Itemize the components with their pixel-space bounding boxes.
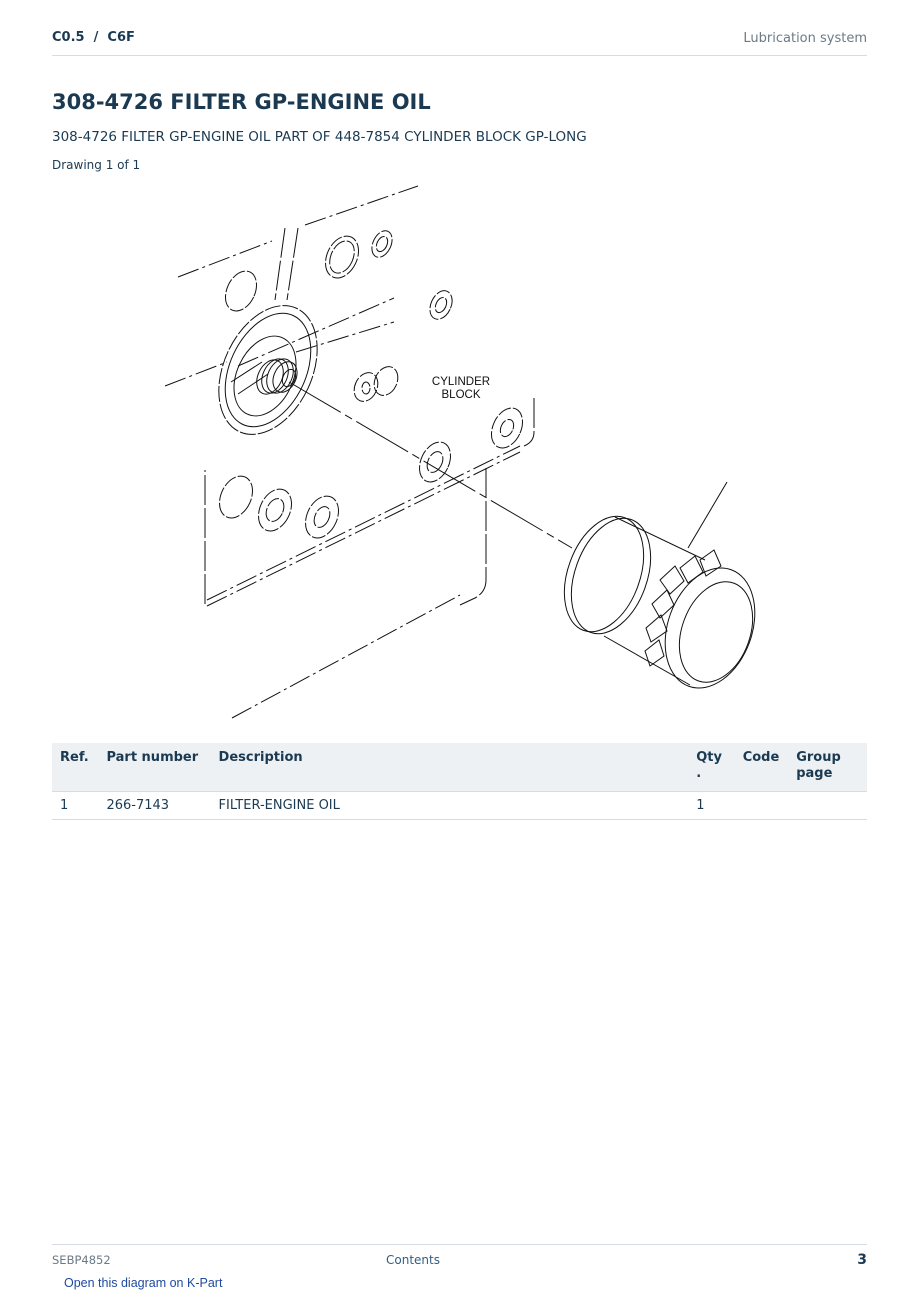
- cell-code: [735, 792, 789, 820]
- col-description: Description: [218, 750, 303, 765]
- axis-line: [289, 382, 572, 548]
- cell-description: FILTER-ENGINE OIL: [211, 792, 689, 820]
- document-id: SEBP4852: [52, 1253, 111, 1267]
- section-title: Lubrication system: [743, 31, 867, 46]
- parts-diagram: [150, 180, 770, 725]
- col-part-number: Part number: [106, 750, 199, 765]
- col-qty: [688, 743, 734, 792]
- page-title: 308-4726 FILTER GP-ENGINE OIL: [52, 90, 431, 114]
- col-group-page: [788, 743, 867, 792]
- col-ref: Ref.: [60, 750, 89, 765]
- page-number: 3: [857, 1252, 867, 1268]
- breadcrumb: C0.5 / C6F: [52, 30, 135, 45]
- filter-base: [199, 290, 336, 450]
- cell-part-number: 266-7143: [98, 792, 210, 820]
- header-divider: [52, 55, 867, 56]
- parts-table: [52, 743, 867, 820]
- table-header-row: [52, 743, 867, 792]
- col-qty-line1: Qty: [696, 750, 722, 765]
- footer-divider: [52, 1244, 867, 1245]
- col-qty-line2: .: [696, 766, 702, 781]
- callout-label-line1: CYLINDER: [431, 376, 491, 388]
- oil-filter: [550, 505, 770, 700]
- cell-ref: 1: [52, 792, 98, 820]
- col-group-page-line1: Group: [796, 750, 841, 765]
- leader-line: [688, 482, 727, 548]
- contents-link[interactable]: Contents: [386, 1253, 440, 1267]
- cell-group-page: [788, 792, 867, 820]
- cell-qty: 1: [688, 792, 734, 820]
- table-row: [52, 792, 867, 820]
- block-outline: [165, 186, 520, 718]
- block-edges: [205, 228, 534, 605]
- callout-label-line2: BLOCK: [441, 389, 481, 401]
- kpart-diagram-link[interactable]: Open this diagram on K-Part: [64, 1276, 223, 1290]
- drawing-count: Drawing 1 of 1: [52, 158, 141, 172]
- page-subtitle: 308-4726 FILTER GP-ENGINE OIL PART OF 448-7854 CYLINDER BLOCK GP-LONG: [52, 129, 587, 145]
- col-group-page-line2: page: [796, 766, 833, 781]
- col-code: Code: [742, 750, 780, 765]
